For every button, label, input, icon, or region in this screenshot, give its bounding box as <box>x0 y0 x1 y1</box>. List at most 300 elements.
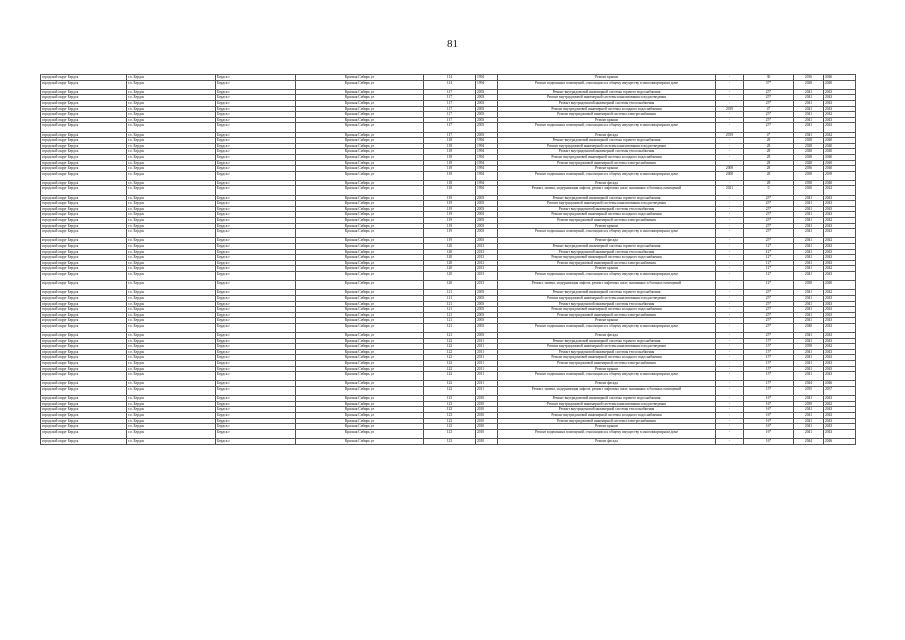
build-year-cell: 1994 <box>476 166 498 172</box>
city-cell: Бердск г <box>216 75 296 81</box>
district-cell: г.о. Бердск <box>127 75 216 81</box>
last-repair-cell: - <box>716 438 744 444</box>
municipality-cell: городской округ Бердск <box>41 143 127 149</box>
municipality-cell: городской округ Бердск <box>41 366 127 372</box>
build-year-cell: 2010 <box>476 407 498 413</box>
municipality-cell: городской округ Бердск <box>41 117 127 123</box>
house-number-cell: 123 <box>424 438 476 444</box>
street-cell: Красная Сибирь ул <box>296 312 424 318</box>
district-cell: г.о. Бердск <box>127 229 216 238</box>
street-cell: Красная Сибирь ул <box>296 381 424 387</box>
wear-cell: 16* <box>744 396 794 402</box>
wear-cell: 15* <box>744 387 794 396</box>
last-repair-cell: - <box>716 149 744 155</box>
city-cell: Бердск г <box>216 206 296 212</box>
municipality-cell: городской округ Бердск <box>41 89 127 95</box>
municipality-cell: городской округ Бердск <box>41 149 127 155</box>
plan-end-cell: 2043 <box>824 413 856 419</box>
district-cell: г.о. Бердск <box>127 260 216 266</box>
work-type-cell: Ремонт подвальных помещений, относящихся к общему имуществу в многоквартирном доме <box>498 429 716 438</box>
last-repair-cell: - <box>716 361 744 367</box>
street-cell: Красная Сибирь ул <box>296 166 424 172</box>
house-number-cell: 123 <box>424 429 476 438</box>
work-type-cell: Ремонт внутридомовой инженерной системы канализования и водоотведения <box>498 201 716 207</box>
house-number-cell: 122 <box>424 344 476 350</box>
plan-end-cell: 2043 <box>824 89 856 95</box>
last-repair-cell: - <box>716 100 744 106</box>
plan-start-cell: 2041 <box>794 106 824 112</box>
house-number-cell: 123 <box>424 424 476 430</box>
last-repair-cell: 2008 <box>716 166 744 172</box>
plan-end-cell: 2043 <box>824 201 856 207</box>
city-cell: Бердск г <box>216 201 296 207</box>
house-number-cell: 118 <box>424 143 476 149</box>
wear-cell: 25* <box>744 100 794 106</box>
plan-end-cell: 2043 <box>824 255 856 261</box>
district-cell: г.о. Бердск <box>127 89 216 95</box>
build-year-cell: 2003 <box>476 307 498 313</box>
house-number-cell: 117 <box>424 100 476 106</box>
wear-cell: 16* <box>744 401 794 407</box>
house-number-cell: 122 <box>424 366 476 372</box>
municipality-cell: городской округ Бердск <box>41 438 127 444</box>
build-year-cell: 2011 <box>476 387 498 396</box>
plan-end-cell: 2043 <box>824 372 856 381</box>
plan-end-cell: 2043 <box>824 271 856 280</box>
work-type-cell: Ремонт внутридомовой инженерной системы теплоснабжения <box>498 100 716 106</box>
municipality-cell: городской округ Бердск <box>41 407 127 413</box>
street-cell: Красная Сибирь ул <box>296 223 424 229</box>
street-cell: Красная Сибирь ул <box>296 117 424 123</box>
district-cell: г.о. Бердск <box>127 413 216 419</box>
work-type-cell: Ремонт внутридомовой инженерной системы горячего водоснабжения <box>498 396 716 402</box>
house-number-cell: 119 <box>424 195 476 201</box>
municipality-cell: городской округ Бердск <box>41 387 127 396</box>
city-cell: Бердск г <box>216 186 296 195</box>
plan-end-cell: 2042 <box>824 290 856 296</box>
district-cell: г.о. Бердск <box>127 195 216 201</box>
work-type-cell: Ремонт внутридомовой инженерной системы электроснабжения <box>498 260 716 266</box>
plan-start-cell: 2041 <box>794 255 824 261</box>
plan-start-cell: 2041 <box>794 195 824 201</box>
wear-cell: 12* <box>744 281 794 290</box>
work-type-cell: Ремонт крыши <box>498 424 716 430</box>
house-number-cell: 121 <box>424 323 476 332</box>
house-number-cell: 119 <box>424 238 476 244</box>
municipality-cell: городской округ Бердск <box>41 112 127 118</box>
wear-cell: 28 <box>744 143 794 149</box>
plan-end-cell: 2037 <box>824 387 856 396</box>
district-cell: г.о. Бердск <box>127 249 216 255</box>
work-type-cell: Ремонт, замена, модернизация лифтов, ремонт лифтовых шахт, машинных и блочных помещений <box>498 387 716 396</box>
house-number-cell: 119 <box>424 212 476 218</box>
district-cell: г.о. Бердск <box>127 424 216 430</box>
wear-cell: 25* <box>744 307 794 313</box>
house-number-cell: 122 <box>424 361 476 367</box>
work-type-cell: Ремонт внутридомовой инженерной системы теплоснабжения <box>498 149 716 155</box>
municipality-cell: городской округ Бердск <box>41 80 127 89</box>
work-type-cell: Ремонт, замена, модернизация лифтов, ремонт лифтовых шахт, машинных и блочных помещений <box>498 186 716 195</box>
street-cell: Красная Сибирь ул <box>296 290 424 296</box>
plan-end-cell: 2043 <box>824 307 856 313</box>
wear-cell: 37* <box>744 80 794 89</box>
plan-end-cell: 2046 <box>824 75 856 81</box>
house-number-cell: 119 <box>424 201 476 207</box>
district-cell: г.о. Бердск <box>127 166 216 172</box>
house-number-cell: 118 <box>424 160 476 166</box>
plan-end-cell: 2043 <box>824 229 856 238</box>
build-year-cell: 1994 <box>476 80 498 89</box>
plan-start-cell: 2028 <box>794 138 824 144</box>
plan-start-cell: 2041 <box>794 206 824 212</box>
build-year-cell: 2011 <box>476 344 498 350</box>
plan-end-cell: 2043 <box>824 361 856 367</box>
street-cell: Красная Сибирь ул <box>296 171 424 180</box>
work-type-cell: Ремонт крыши <box>498 318 716 324</box>
district-cell: г.о. Бердск <box>127 333 216 339</box>
street-cell: Красная Сибирь ул <box>296 366 424 372</box>
plan-start-cell: 2041 <box>794 201 824 207</box>
plan-start-cell: 2044 <box>794 381 824 387</box>
plan-end-cell: 2042 <box>824 401 856 407</box>
last-repair-cell: - <box>716 333 744 339</box>
plan-end-cell: 2043 <box>824 195 856 201</box>
plan-end-cell: 2042 <box>824 238 856 244</box>
plan-end-cell: 2043 <box>824 244 856 250</box>
wear-cell: 15* <box>744 361 794 367</box>
wear-cell: 28 <box>744 180 794 186</box>
street-cell: Красная Сибирь ул <box>296 112 424 118</box>
municipality-cell: городской округ Бердск <box>41 361 127 367</box>
work-type-cell: Ремонт внутридомовой инженерной системы горячего водоснабжения <box>498 89 716 95</box>
municipality-cell: городской округ Бердск <box>41 212 127 218</box>
municipality-cell: городской округ Бердск <box>41 75 127 81</box>
work-type-cell: Ремонт фасада <box>498 333 716 339</box>
street-cell: Красная Сибирь ул <box>296 266 424 272</box>
work-type-cell: Ремонт подвальных помещений, относящихся к общему имуществу в многоквартирном доме <box>498 123 716 132</box>
city-cell: Бердск г <box>216 312 296 318</box>
last-repair-cell: - <box>716 123 744 132</box>
wear-cell: 30 <box>744 75 794 81</box>
house-number-cell: 114 <box>424 80 476 89</box>
house-number-cell: 121 <box>424 295 476 301</box>
build-year-cell: 2003 <box>476 333 498 339</box>
wear-cell: 12* <box>744 266 794 272</box>
plan-start-cell: 2041 <box>794 244 824 250</box>
district-cell: г.о. Бердск <box>127 100 216 106</box>
last-repair-cell: - <box>716 160 744 166</box>
city-cell: Бердск г <box>216 244 296 250</box>
work-type-cell: Ремонт крыши <box>498 223 716 229</box>
house-number-cell: 117 <box>424 132 476 138</box>
district-cell: г.о. Бердск <box>127 301 216 307</box>
work-type-cell: Ремонт внутридомовой инженерной системы канализования и водоотведения <box>498 95 716 101</box>
city-cell: Бердск г <box>216 149 296 155</box>
municipality-cell: городской округ Бердск <box>41 418 127 424</box>
plan-end-cell: 2043 <box>824 338 856 344</box>
last-repair-cell: - <box>716 223 744 229</box>
build-year-cell: 2003 <box>476 206 498 212</box>
wear-cell: 28 <box>744 171 794 180</box>
house-number-cell: 117 <box>424 89 476 95</box>
last-repair-cell: - <box>716 307 744 313</box>
plan-start-cell: 2041 <box>794 418 824 424</box>
wear-cell: 25* <box>744 89 794 95</box>
plan-end-cell: 2043 <box>824 117 856 123</box>
last-repair-cell: - <box>716 80 744 89</box>
last-repair-cell: - <box>716 413 744 419</box>
plan-start-cell: 2041 <box>794 307 824 313</box>
district-cell: г.о. Бердск <box>127 160 216 166</box>
district-cell: г.о. Бердск <box>127 372 216 381</box>
city-cell: Бердск г <box>216 301 296 307</box>
district-cell: г.о. Бердск <box>127 307 216 313</box>
plan-end-cell: 2040 <box>824 166 856 172</box>
plan-end-cell: 2043 <box>824 100 856 106</box>
city-cell: Бердск г <box>216 95 296 101</box>
city-cell: Бердск г <box>216 171 296 180</box>
street-cell: Красная Сибирь ул <box>296 387 424 396</box>
build-year-cell: 2013 <box>476 249 498 255</box>
city-cell: Бердск г <box>216 255 296 261</box>
build-year-cell: 2003 <box>476 290 498 296</box>
municipality-cell: городской округ Бердск <box>41 355 127 361</box>
plan-end-cell: 2040 <box>824 180 856 186</box>
house-number-cell: 118 <box>424 180 476 186</box>
build-year-cell: 2003 <box>476 95 498 101</box>
wear-cell: 16* <box>744 438 794 444</box>
municipality-cell: городской округ Бердск <box>41 238 127 244</box>
house-number-cell: 123 <box>424 407 476 413</box>
house-number-cell: 123 <box>424 396 476 402</box>
city-cell: Бердск г <box>216 160 296 166</box>
plan-start-cell: 2041 <box>794 229 824 238</box>
house-number-cell: 123 <box>424 413 476 419</box>
build-year-cell: 1994 <box>476 149 498 155</box>
plan-start-cell: 2041 <box>794 318 824 324</box>
work-type-cell: Ремонт подвальных помещений, относящихся к общему имуществу в многоквартирном доме <box>498 323 716 332</box>
last-repair-cell: - <box>716 349 744 355</box>
work-type-cell: Ремонт внутридомовой инженерной системы горячего водоснабжения <box>498 138 716 144</box>
plan-start-cell: 2028 <box>794 149 824 155</box>
district-cell: г.о. Бердск <box>127 138 216 144</box>
district-cell: г.о. Бердск <box>127 355 216 361</box>
last-repair-cell: - <box>716 424 744 430</box>
work-type-cell: Ремонт крыши <box>498 166 716 172</box>
wear-cell: 15* <box>744 372 794 381</box>
municipality-cell: городской округ Бердск <box>41 401 127 407</box>
municipality-cell: городской округ Бердск <box>41 95 127 101</box>
plan-start-cell: 2041 <box>794 349 824 355</box>
municipality-cell: городской округ Бердск <box>41 349 127 355</box>
municipality-cell: городской округ Бердск <box>41 106 127 112</box>
last-repair-cell: - <box>716 266 744 272</box>
build-year-cell: 2010 <box>476 396 498 402</box>
house-number-cell: 120 <box>424 271 476 280</box>
build-year-cell: 2010 <box>476 438 498 444</box>
municipality-cell: городской округ Бердск <box>41 318 127 324</box>
build-year-cell: 2010 <box>476 401 498 407</box>
work-type-cell: Ремонт подвальных помещений, относящихся к общему имуществу в многоквартирном доме <box>498 372 716 381</box>
district-cell: г.о. Бердск <box>127 154 216 160</box>
city-cell: Бердск г <box>216 112 296 118</box>
build-year-cell: 2003 <box>476 223 498 229</box>
city-cell: Бердск г <box>216 100 296 106</box>
build-year-cell: 2003 <box>476 201 498 207</box>
house-number-cell: 114 <box>424 75 476 81</box>
last-repair-cell: - <box>716 218 744 224</box>
last-repair-cell: - <box>716 138 744 144</box>
plan-start-cell: 2041 <box>794 295 824 301</box>
build-year-cell: 2011 <box>476 381 498 387</box>
wear-cell: 28 <box>744 149 794 155</box>
city-cell: Бердск г <box>216 381 296 387</box>
wear-cell: 25* <box>744 123 794 132</box>
plan-start-cell: 2041 <box>794 89 824 95</box>
build-year-cell: 2003 <box>476 89 498 95</box>
last-repair-cell: - <box>716 429 744 438</box>
district-cell: г.о. Бердск <box>127 112 216 118</box>
city-cell: Бердск г <box>216 123 296 132</box>
wear-cell: 25* <box>744 238 794 244</box>
work-type-cell: Ремонт внутридомовой инженерной системы канализования и водоотведения <box>498 295 716 301</box>
work-type-cell: Ремонт внутридомовой инженерной системы теплоснабжения <box>498 349 716 355</box>
last-repair-cell: - <box>716 117 744 123</box>
plan-end-cell: 2043 <box>824 323 856 332</box>
street-cell: Красная Сибирь ул <box>296 260 424 266</box>
wear-cell: 25* <box>744 295 794 301</box>
district-cell: г.о. Бердск <box>127 338 216 344</box>
city-cell: Бердск г <box>216 223 296 229</box>
plan-end-cell: 2043 <box>824 424 856 430</box>
district-cell: г.о. Бердск <box>127 106 216 112</box>
build-year-cell: 1994 <box>476 75 498 81</box>
street-cell: Красная Сибирь ул <box>296 180 424 186</box>
work-type-cell: Ремонт внутридомовой инженерной системы холодного водоснабжения <box>498 355 716 361</box>
plan-start-cell: 2041 <box>794 260 824 266</box>
street-cell: Красная Сибирь ул <box>296 271 424 280</box>
work-type-cell: Ремонт крыши <box>498 366 716 372</box>
municipality-cell: городской округ Бердск <box>41 429 127 438</box>
last-repair-cell: 2021 <box>716 186 744 195</box>
house-number-cell: 121 <box>424 318 476 324</box>
work-type-cell: Ремонт внутридомовой инженерной системы холодного водоснабжения <box>498 307 716 313</box>
city-cell: Бердск г <box>216 260 296 266</box>
district-cell: г.о. Бердск <box>127 323 216 332</box>
municipality-cell: городской округ Бердск <box>41 249 127 255</box>
table-row <box>41 387 856 396</box>
plan-start-cell: 2041 <box>794 396 824 402</box>
municipality-cell: городской округ Бердск <box>41 260 127 266</box>
house-number-cell: 118 <box>424 166 476 172</box>
wear-cell: 25* <box>744 195 794 201</box>
district-cell: г.о. Бердск <box>127 396 216 402</box>
city-cell: Бердск г <box>216 229 296 238</box>
plan-end-cell: 2043 <box>824 429 856 438</box>
street-cell: Красная Сибирь ул <box>296 338 424 344</box>
municipality-cell: городской округ Бердск <box>41 160 127 166</box>
house-number-cell: 122 <box>424 387 476 396</box>
work-type-cell: Ремонт подвальных помещений, относящихся к общему имуществу в многоквартирном доме <box>498 80 716 89</box>
last-repair-cell: - <box>716 372 744 381</box>
house-number-cell: 121 <box>424 307 476 313</box>
city-cell: Бердск г <box>216 333 296 339</box>
plan-start-cell: 2041 <box>794 271 824 280</box>
district-cell: г.о. Бердск <box>127 123 216 132</box>
wear-cell: 15* <box>744 349 794 355</box>
district-cell: г.о. Бердск <box>127 366 216 372</box>
street-cell: Красная Сибирь ул <box>296 255 424 261</box>
plan-start-cell: 2044 <box>794 438 824 444</box>
city-cell: Бердск г <box>216 407 296 413</box>
street-cell: Красная Сибирь ул <box>296 429 424 438</box>
build-year-cell: 1994 <box>476 171 498 180</box>
municipality-cell: городской округ Бердск <box>41 206 127 212</box>
build-year-cell: 2010 <box>476 429 498 438</box>
wear-cell: 25* <box>744 117 794 123</box>
plan-end-cell: 2042 <box>824 132 856 138</box>
wear-cell: 15* <box>744 366 794 372</box>
last-repair-cell: - <box>716 89 744 95</box>
street-cell: Красная Сибирь ул <box>296 143 424 149</box>
plan-start-cell: 2039 <box>794 401 824 407</box>
work-type-cell: Ремонт внутридомовой инженерной системы холодного водоснабжения <box>498 212 716 218</box>
street-cell: Красная Сибирь ул <box>296 218 424 224</box>
plan-start-cell: 2028 <box>794 143 824 149</box>
work-type-cell: Ремонт подвальных помещений, относящихся к общему имуществу в многоквартирном доме <box>498 171 716 180</box>
plan-end-cell: 2043 <box>824 318 856 324</box>
house-number-cell: 120 <box>424 260 476 266</box>
district-cell: г.о. Бердск <box>127 143 216 149</box>
plan-start-cell: 2028 <box>794 160 824 166</box>
house-number-cell: 119 <box>424 218 476 224</box>
plan-end-cell: 2043 <box>824 249 856 255</box>
plan-end-cell: 2043 <box>824 106 856 112</box>
plan-end-cell: 2043 <box>824 212 856 218</box>
municipality-cell: городской округ Бердск <box>41 123 127 132</box>
street-cell: Красная Сибирь ул <box>296 95 424 101</box>
work-type-cell: Ремонт внутридомовой инженерной системы канализования и водоотведения <box>498 344 716 350</box>
wear-cell: 0 <box>744 186 794 195</box>
district-cell: г.о. Бердск <box>127 238 216 244</box>
wear-cell: 25* <box>744 212 794 218</box>
wear-cell: 28 <box>744 160 794 166</box>
last-repair-cell: - <box>716 206 744 212</box>
house-number-cell: 122 <box>424 338 476 344</box>
last-repair-cell: - <box>716 244 744 250</box>
district-cell: г.о. Бердск <box>127 290 216 296</box>
last-repair-cell: - <box>716 195 744 201</box>
house-number-cell: 120 <box>424 266 476 272</box>
table-body <box>41 75 856 445</box>
last-repair-cell: - <box>716 143 744 149</box>
wear-cell: 16* <box>744 429 794 438</box>
street-cell: Красная Сибирь ул <box>296 318 424 324</box>
build-year-cell: 2011 <box>476 338 498 344</box>
plan-end-cell: 2046 <box>824 438 856 444</box>
city-cell: Бердск г <box>216 117 296 123</box>
street-cell: Красная Сибирь ул <box>296 123 424 132</box>
municipality-cell: городской округ Бердск <box>41 218 127 224</box>
plan-start-cell: 2041 <box>794 117 824 123</box>
table-row <box>41 171 856 180</box>
wear-cell: 4* <box>744 106 794 112</box>
street-cell: Красная Сибирь ул <box>296 407 424 413</box>
work-type-cell: Ремонт фасада <box>498 381 716 387</box>
last-repair-cell: - <box>716 323 744 332</box>
last-repair-cell: - <box>716 290 744 296</box>
plan-start-cell: 2041 <box>794 290 824 296</box>
